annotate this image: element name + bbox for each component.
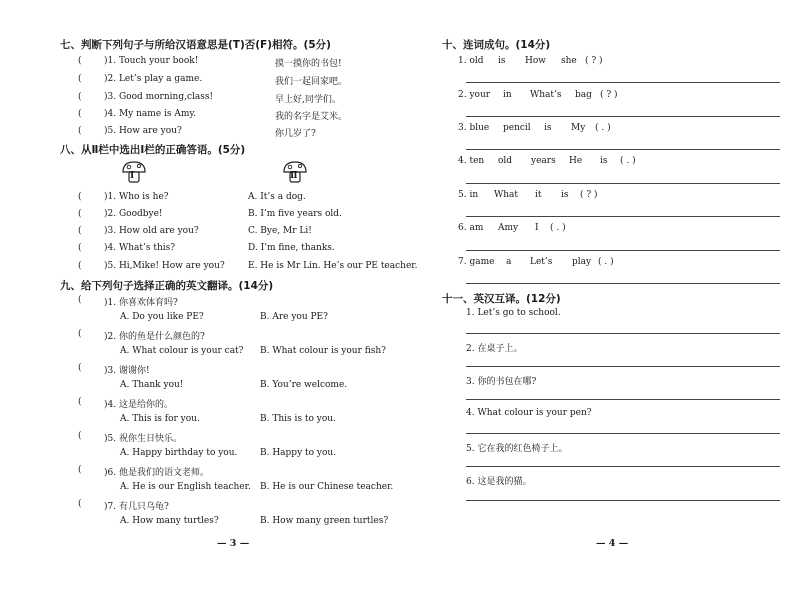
- s9-item-3-option-b: B. You’re welcome.: [260, 380, 348, 390]
- s10-word: in: [503, 90, 512, 100]
- answer-paren: (: [78, 261, 82, 271]
- answer-paren: (: [78, 56, 82, 66]
- s7-item-3-cn: 早上好,同学们。: [275, 95, 341, 105]
- section-8-title: 八、从Ⅱ栏中选出Ⅰ栏的正确答语。(5分): [60, 144, 246, 156]
- s10-punctuation: ( . ): [595, 123, 611, 133]
- s9-item-4-option-a: A. This is for you.: [120, 414, 200, 424]
- s9-item-7-option-b: B. How many green turtles?: [260, 516, 389, 526]
- s10-word: What’s: [530, 90, 562, 100]
- section-11-title: 十一、英汉互译。(12分): [442, 293, 561, 305]
- s10-word: 5. in: [458, 190, 479, 200]
- s8-question-2: )2. Goodbye!: [104, 209, 163, 219]
- page-4: [430, 0, 800, 592]
- s10-punctuation: ( . ): [550, 223, 566, 233]
- s9-item-1-option-b: B. Are you PE?: [260, 312, 328, 322]
- s10-punctuation: ( . ): [598, 257, 614, 267]
- s11-item-4: 4. What colour is your pen?: [466, 408, 592, 418]
- s11-item-6: 6. 这是我的猫。: [466, 477, 532, 487]
- s8-question-4: )4. What’s this?: [104, 243, 176, 253]
- s7-item-4-en: )4. My name is Amy.: [104, 109, 197, 119]
- s9-item-3-option-a: A. Thank you!: [120, 380, 184, 390]
- s9-item-7-option-a: A. How many turtles?: [120, 516, 219, 526]
- s10-word: 7. game: [458, 257, 495, 267]
- answer-paren: (: [78, 295, 82, 305]
- s11-item-3: 3. 你的书包在哪?: [466, 377, 537, 387]
- column-1-label: Ⅰ: [130, 171, 135, 181]
- answer-line[interactable]: [466, 399, 780, 400]
- s10-word: 1. old: [458, 56, 484, 66]
- answer-line[interactable]: [466, 333, 780, 334]
- answer-line[interactable]: [466, 183, 780, 184]
- answer-line[interactable]: [466, 500, 780, 501]
- s10-word: bag: [575, 90, 592, 100]
- answer-line[interactable]: [466, 366, 780, 367]
- s10-word: Amy: [498, 223, 519, 233]
- s10-word: What: [494, 190, 519, 200]
- s9-item-1-option-a: A. Do you like PE?: [120, 312, 204, 322]
- s10-word: is: [561, 190, 569, 200]
- s7-item-2-en: )2. Let’s play a game.: [104, 74, 203, 84]
- answer-paren: (: [78, 243, 82, 253]
- answer-paren: (: [78, 126, 82, 136]
- answer-paren: (: [78, 226, 82, 236]
- answer-line[interactable]: [466, 250, 780, 251]
- s8-question-3: )3. How old are you?: [104, 226, 199, 236]
- s10-punctuation: ( ? ): [585, 56, 603, 66]
- s9-item-3-cn: )3. 谢谢你!: [104, 366, 150, 376]
- answer-paren: (: [78, 431, 82, 441]
- s10-word: pencil: [503, 123, 531, 133]
- answer-paren: (: [78, 192, 82, 202]
- s9-item-7-cn: )7. 有几只乌龟?: [104, 502, 169, 512]
- s11-item-2: 2. 在桌子上。: [466, 344, 523, 354]
- s10-word: He: [569, 156, 583, 166]
- s7-item-1-en: )1. Touch your book!: [104, 56, 199, 66]
- s9-item-4-option-b: B. This is to you.: [260, 414, 336, 424]
- s10-word: a: [506, 257, 512, 267]
- section-9-title: 九、给下列句子选择正确的英文翻译。(14分): [60, 280, 274, 292]
- s9-item-5-cn: )5. 祝你生日快乐。: [104, 434, 182, 444]
- s10-word: 4. ten: [458, 156, 485, 166]
- answer-line[interactable]: [466, 466, 780, 467]
- s10-punctuation: ( ? ): [600, 90, 618, 100]
- answer-line[interactable]: [466, 433, 780, 434]
- answer-paren: (: [78, 209, 82, 219]
- answer-paren: (: [78, 74, 82, 84]
- s8-question-5: )5. Hi,Mike! How are you?: [104, 261, 225, 271]
- s8-answer-b: B. I’m five years old.: [248, 209, 342, 219]
- answer-paren: (: [78, 329, 82, 339]
- s10-punctuation: ( . ): [620, 156, 636, 166]
- s8-answer-c: C. Bye, Mr Li!: [248, 226, 312, 236]
- s8-question-1: )1. Who is he?: [104, 192, 169, 202]
- s7-item-3-en: )3. Good morning,class!: [104, 92, 214, 102]
- s8-answer-a: A. It’s a dog.: [248, 192, 306, 202]
- s7-item-5-cn: 你几岁了?: [275, 129, 316, 139]
- answer-line[interactable]: [466, 283, 780, 284]
- s9-item-2-option-a: A. What colour is your cat?: [120, 346, 244, 356]
- answer-paren: (: [78, 397, 82, 407]
- s11-item-5: 5. 它在我的红色椅子上。: [466, 444, 568, 454]
- s9-item-6-option-a: A. He is our English teacher.: [120, 482, 251, 492]
- answer-paren: (: [78, 109, 82, 119]
- s10-word: Let’s: [530, 257, 553, 267]
- s10-word: it: [535, 190, 542, 200]
- s8-answer-d: D. I’m fine, thanks.: [248, 243, 335, 253]
- s9-item-2-option-b: B. What colour is your fish?: [260, 346, 387, 356]
- page-number: — 4 —: [596, 538, 629, 549]
- section-10-title: 十、连词成句。(14分): [442, 39, 551, 51]
- s9-item-1-cn: )1. 你喜欢体育吗?: [104, 298, 178, 308]
- section-7-title: 七、判断下列句子与所给汉语意思是(T)否(F)相符。(5分): [60, 39, 331, 51]
- s10-word: play: [572, 257, 592, 267]
- s9-item-5-option-b: B. Happy to you.: [260, 448, 337, 458]
- s11-item-1: 1. Let’s go to school.: [466, 308, 561, 318]
- answer-paren: (: [78, 465, 82, 475]
- s7-item-2-cn: 我们一起回家吧。: [275, 77, 348, 87]
- s10-word: How: [525, 56, 546, 66]
- s10-word: 2. your: [458, 90, 491, 100]
- s10-word: years: [531, 156, 556, 166]
- s9-item-5-option-a: A. Happy birthday to you.: [120, 448, 238, 458]
- s10-word: is: [600, 156, 608, 166]
- s9-item-6-option-b: B. He is our Chinese teacher.: [260, 482, 394, 492]
- s7-item-5-en: )5. How are you?: [104, 126, 182, 136]
- answer-paren: (: [78, 499, 82, 509]
- s7-item-4-cn: 我的名字是艾米。: [275, 112, 348, 122]
- answer-line[interactable]: [466, 149, 780, 150]
- answer-line[interactable]: [466, 216, 780, 217]
- answer-line[interactable]: [466, 116, 780, 117]
- s10-word: My: [571, 123, 586, 133]
- s10-punctuation: ( ? ): [580, 190, 598, 200]
- page-number: — 3 —: [217, 538, 250, 549]
- s10-word: old: [498, 156, 513, 166]
- s8-answer-e: E. He is Mr Lin. He’s our PE teacher.: [248, 261, 418, 271]
- s10-word: is: [544, 123, 552, 133]
- column-2-label: Ⅱ: [290, 171, 298, 181]
- s9-item-4-cn: )4. 这是给你的。: [104, 400, 173, 410]
- s10-word: 3. blue: [458, 123, 490, 133]
- s10-word: I: [535, 223, 539, 233]
- answer-paren: (: [78, 92, 82, 102]
- s9-item-6-cn: )6. 他是我们的语文老师。: [104, 468, 209, 478]
- s10-word: is: [498, 56, 506, 66]
- answer-line[interactable]: [466, 82, 780, 83]
- answer-paren: (: [78, 363, 82, 373]
- s9-item-2-cn: )2. 你的鱼是什么颜色的?: [104, 332, 205, 342]
- s10-word: 6. am: [458, 223, 484, 233]
- s7-item-1-cn: 摸一摸你的书包!: [275, 59, 342, 69]
- s10-word: she: [561, 56, 577, 66]
